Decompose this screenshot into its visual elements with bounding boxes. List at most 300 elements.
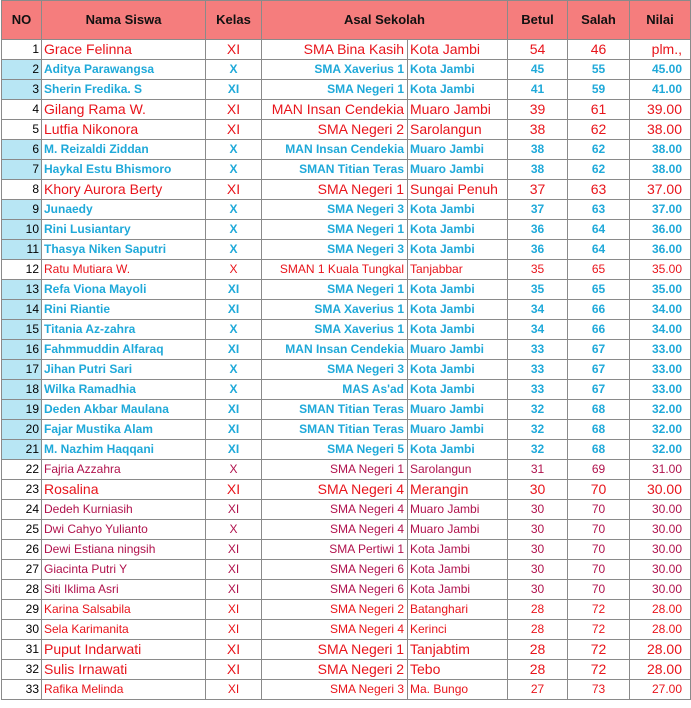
cell-nilai: 38.00 bbox=[630, 120, 691, 140]
header-asal-sekolah: Asal Sekolah bbox=[262, 1, 508, 40]
table-row bbox=[2, 480, 691, 500]
cell-kelas: X bbox=[206, 140, 262, 160]
table-row bbox=[2, 680, 691, 700]
cell-betul: 28 bbox=[508, 660, 568, 680]
cell-kelas: X bbox=[206, 380, 262, 400]
cell-kota: Kota Jambi bbox=[408, 220, 508, 240]
cell-no: 22 bbox=[2, 460, 42, 480]
cell-kelas: X bbox=[206, 60, 262, 80]
table-row bbox=[2, 280, 691, 300]
table-row bbox=[2, 400, 691, 420]
table-row bbox=[2, 380, 691, 400]
cell-salah: 64 bbox=[568, 220, 630, 240]
cell-sekolah: SMA Negeri 1 bbox=[262, 280, 408, 300]
cell-nama-siswa: Sulis Irnawati bbox=[42, 660, 206, 680]
cell-sekolah: SMA Negeri 4 bbox=[262, 500, 408, 520]
cell-salah: 62 bbox=[568, 160, 630, 180]
cell-kota: Ma. Bungo bbox=[408, 680, 508, 700]
cell-salah: 72 bbox=[568, 640, 630, 660]
cell-nilai: 45.00 bbox=[630, 60, 691, 80]
cell-nama-siswa: Aditya Parawangsa bbox=[42, 60, 206, 80]
cell-no: 8 bbox=[2, 180, 42, 200]
header-no: NO bbox=[2, 1, 42, 40]
cell-nilai: 30.00 bbox=[630, 500, 691, 520]
cell-kota: Muaro Jambi bbox=[408, 500, 508, 520]
cell-no: 18 bbox=[2, 380, 42, 400]
cell-betul: 32 bbox=[508, 420, 568, 440]
cell-salah: 64 bbox=[568, 240, 630, 260]
cell-nama-siswa: Grace Felinna bbox=[42, 40, 206, 60]
cell-nama-siswa: Rini Lusiantary bbox=[42, 220, 206, 240]
table-row bbox=[2, 100, 691, 120]
table-row bbox=[2, 260, 691, 280]
cell-salah: 73 bbox=[568, 680, 630, 700]
cell-nilai: 35.00 bbox=[630, 260, 691, 280]
header-kelas: Kelas bbox=[206, 1, 262, 40]
cell-no: 24 bbox=[2, 500, 42, 520]
table-body bbox=[2, 40, 691, 700]
cell-salah: 61 bbox=[568, 100, 630, 120]
cell-no: 21 bbox=[2, 440, 42, 460]
cell-nama-siswa: Sela Karimanita bbox=[42, 620, 206, 640]
cell-salah: 70 bbox=[568, 560, 630, 580]
cell-salah: 72 bbox=[568, 620, 630, 640]
cell-nilai: 39.00 bbox=[630, 100, 691, 120]
cell-no: 30 bbox=[2, 620, 42, 640]
cell-betul: 37 bbox=[508, 200, 568, 220]
cell-betul: 30 bbox=[508, 480, 568, 500]
cell-betul: 34 bbox=[508, 300, 568, 320]
cell-betul: 33 bbox=[508, 340, 568, 360]
cell-nilai: 33.00 bbox=[630, 340, 691, 360]
cell-kota: Kota Jambi bbox=[408, 540, 508, 560]
header-row bbox=[2, 1, 691, 40]
cell-sekolah: SMA Negeri 1 bbox=[262, 220, 408, 240]
cell-betul: 54 bbox=[508, 40, 568, 60]
cell-nilai: 38.00 bbox=[630, 140, 691, 160]
cell-no: 3 bbox=[2, 80, 42, 100]
cell-nilai: plm., bbox=[630, 40, 691, 60]
cell-salah: 62 bbox=[568, 120, 630, 140]
cell-betul: 37 bbox=[508, 180, 568, 200]
cell-salah: 70 bbox=[568, 580, 630, 600]
cell-nama-siswa: Sherin Fredika. S bbox=[42, 80, 206, 100]
cell-no: 31 bbox=[2, 640, 42, 660]
cell-nilai: 33.00 bbox=[630, 360, 691, 380]
cell-salah: 66 bbox=[568, 300, 630, 320]
cell-kota: Sarolangun bbox=[408, 460, 508, 480]
cell-nama-siswa: Fajar Mustika Alam bbox=[42, 420, 206, 440]
cell-kota: Kota Jambi bbox=[408, 360, 508, 380]
cell-salah: 68 bbox=[568, 440, 630, 460]
cell-kelas: XI bbox=[206, 620, 262, 640]
table-row bbox=[2, 460, 691, 480]
cell-salah: 59 bbox=[568, 80, 630, 100]
header-salah: Salah bbox=[568, 1, 630, 40]
cell-sekolah: SMA Negeri 1 bbox=[262, 640, 408, 660]
cell-kelas: XI bbox=[206, 80, 262, 100]
cell-kelas: XI bbox=[206, 580, 262, 600]
cell-no: 6 bbox=[2, 140, 42, 160]
cell-kota: Muaro Jambi bbox=[408, 140, 508, 160]
cell-nilai: 28.00 bbox=[630, 620, 691, 640]
table-row bbox=[2, 520, 691, 540]
cell-salah: 68 bbox=[568, 400, 630, 420]
cell-salah: 65 bbox=[568, 280, 630, 300]
cell-no: 2 bbox=[2, 60, 42, 80]
cell-nilai: 28.00 bbox=[630, 660, 691, 680]
cell-no: 23 bbox=[2, 480, 42, 500]
cell-kelas: X bbox=[206, 160, 262, 180]
results-table bbox=[1, 0, 691, 700]
cell-kota: Merangin bbox=[408, 480, 508, 500]
cell-sekolah: SMA Negeri 1 bbox=[262, 80, 408, 100]
cell-betul: 38 bbox=[508, 140, 568, 160]
cell-kelas: XI bbox=[206, 660, 262, 680]
cell-kota: Kota Jambi bbox=[408, 440, 508, 460]
table-row bbox=[2, 420, 691, 440]
cell-nilai: 28.00 bbox=[630, 600, 691, 620]
table-row bbox=[2, 540, 691, 560]
cell-nama-siswa: M. Reizaldi Ziddan bbox=[42, 140, 206, 160]
cell-betul: 27 bbox=[508, 680, 568, 700]
table-row bbox=[2, 600, 691, 620]
cell-kelas: X bbox=[206, 360, 262, 380]
table-row bbox=[2, 300, 691, 320]
cell-kelas: XI bbox=[206, 400, 262, 420]
cell-betul: 39 bbox=[508, 100, 568, 120]
cell-kelas: XI bbox=[206, 560, 262, 580]
cell-sekolah: SMAN Titian Teras bbox=[262, 160, 408, 180]
cell-kelas: X bbox=[206, 220, 262, 240]
cell-betul: 30 bbox=[508, 500, 568, 520]
cell-kelas: X bbox=[206, 520, 262, 540]
table-row bbox=[2, 180, 691, 200]
cell-sekolah: SMA Negeri 3 bbox=[262, 240, 408, 260]
cell-nama-siswa: Thasya Niken Saputri bbox=[42, 240, 206, 260]
cell-kelas: X bbox=[206, 320, 262, 340]
table-row bbox=[2, 220, 691, 240]
cell-sekolah: SMA Negeri 1 bbox=[262, 460, 408, 480]
cell-betul: 35 bbox=[508, 260, 568, 280]
cell-salah: 70 bbox=[568, 520, 630, 540]
cell-kelas: XI bbox=[206, 500, 262, 520]
cell-salah: 62 bbox=[568, 140, 630, 160]
cell-nama-siswa: Fahmmuddin Alfaraq bbox=[42, 340, 206, 360]
cell-kota: Kota Jambi bbox=[408, 320, 508, 340]
cell-sekolah: SMA Negeri 6 bbox=[262, 580, 408, 600]
cell-no: 33 bbox=[2, 680, 42, 700]
cell-kota: Kota Jambi bbox=[408, 200, 508, 220]
cell-nilai: 30.00 bbox=[630, 520, 691, 540]
table-row bbox=[2, 620, 691, 640]
cell-kota: Kota Jambi bbox=[408, 80, 508, 100]
cell-nilai: 30.00 bbox=[630, 480, 691, 500]
cell-kelas: XI bbox=[206, 300, 262, 320]
table-row bbox=[2, 360, 691, 380]
cell-sekolah: SMA Xaverius 1 bbox=[262, 300, 408, 320]
cell-nilai: 36.00 bbox=[630, 220, 691, 240]
cell-kota: Muaro Jambi bbox=[408, 400, 508, 420]
header-nama-siswa: Nama Siswa bbox=[42, 1, 206, 40]
cell-sekolah: MAN Insan Cendekia bbox=[262, 340, 408, 360]
cell-betul: 32 bbox=[508, 400, 568, 420]
cell-sekolah: MAN Insan Cendekia bbox=[262, 140, 408, 160]
cell-kelas: XI bbox=[206, 440, 262, 460]
table-row bbox=[2, 340, 691, 360]
cell-nilai: 30.00 bbox=[630, 560, 691, 580]
cell-betul: 34 bbox=[508, 320, 568, 340]
cell-betul: 36 bbox=[508, 240, 568, 260]
cell-betul: 36 bbox=[508, 220, 568, 240]
table-row bbox=[2, 640, 691, 660]
cell-nilai: 28.00 bbox=[630, 640, 691, 660]
cell-sekolah: MAN Insan Cendekia bbox=[262, 100, 408, 120]
cell-no: 4 bbox=[2, 100, 42, 120]
cell-kota: Muaro Jambi bbox=[408, 100, 508, 120]
cell-kota: Tanjabtim bbox=[408, 640, 508, 660]
cell-no: 27 bbox=[2, 560, 42, 580]
table-row bbox=[2, 560, 691, 580]
cell-no: 5 bbox=[2, 120, 42, 140]
cell-betul: 38 bbox=[508, 120, 568, 140]
cell-no: 17 bbox=[2, 360, 42, 380]
cell-betul: 41 bbox=[508, 80, 568, 100]
cell-nama-siswa: Titania Az-zahra bbox=[42, 320, 206, 340]
cell-betul: 45 bbox=[508, 60, 568, 80]
cell-sekolah: SMA Xaverius 1 bbox=[262, 320, 408, 340]
table-row bbox=[2, 240, 691, 260]
cell-nama-siswa: Lutfia Nikonora bbox=[42, 120, 206, 140]
cell-betul: 33 bbox=[508, 380, 568, 400]
cell-kota: Kota Jambi bbox=[408, 60, 508, 80]
cell-kelas: XI bbox=[206, 120, 262, 140]
cell-betul: 28 bbox=[508, 600, 568, 620]
cell-kota: Sarolangun bbox=[408, 120, 508, 140]
cell-betul: 28 bbox=[508, 640, 568, 660]
cell-sekolah: SMA Negeri 2 bbox=[262, 600, 408, 620]
cell-nilai: 41.00 bbox=[630, 80, 691, 100]
cell-sekolah: SMA Negeri 5 bbox=[262, 440, 408, 460]
cell-salah: 72 bbox=[568, 660, 630, 680]
cell-no: 13 bbox=[2, 280, 42, 300]
cell-sekolah: SMA Pertiwi 1 bbox=[262, 540, 408, 560]
cell-nama-siswa: Siti Iklima Asri bbox=[42, 580, 206, 600]
cell-nilai: 30.00 bbox=[630, 580, 691, 600]
cell-no: 29 bbox=[2, 600, 42, 620]
cell-kelas: XI bbox=[206, 420, 262, 440]
cell-kelas: X bbox=[206, 460, 262, 480]
cell-no: 15 bbox=[2, 320, 42, 340]
cell-nama-siswa: Fajria Azzahra bbox=[42, 460, 206, 480]
cell-nilai: 30.00 bbox=[630, 540, 691, 560]
cell-nama-siswa: Wilka Ramadhia bbox=[42, 380, 206, 400]
cell-kelas: X bbox=[206, 200, 262, 220]
table-header bbox=[2, 1, 691, 40]
cell-no: 26 bbox=[2, 540, 42, 560]
cell-salah: 67 bbox=[568, 340, 630, 360]
cell-nama-siswa: Haykal Estu Bhismoro bbox=[42, 160, 206, 180]
cell-nama-siswa: Dedeh Kurniasih bbox=[42, 500, 206, 520]
table-row bbox=[2, 160, 691, 180]
cell-sekolah: MAS As'ad bbox=[262, 380, 408, 400]
table-row bbox=[2, 120, 691, 140]
cell-no: 20 bbox=[2, 420, 42, 440]
header-betul: Betul bbox=[508, 1, 568, 40]
cell-salah: 65 bbox=[568, 260, 630, 280]
cell-nilai: 31.00 bbox=[630, 460, 691, 480]
cell-betul: 30 bbox=[508, 540, 568, 560]
cell-kota: Batanghari bbox=[408, 600, 508, 620]
cell-sekolah: SMAN Titian Teras bbox=[262, 420, 408, 440]
cell-kota: Kerinci bbox=[408, 620, 508, 640]
cell-betul: 35 bbox=[508, 280, 568, 300]
table-row bbox=[2, 320, 691, 340]
cell-sekolah: SMA Negeri 6 bbox=[262, 560, 408, 580]
cell-nama-siswa: Rini Riantie bbox=[42, 300, 206, 320]
cell-nama-siswa: Gilang Rama W. bbox=[42, 100, 206, 120]
cell-nilai: 37.00 bbox=[630, 200, 691, 220]
cell-sekolah: SMA Xaverius 1 bbox=[262, 60, 408, 80]
cell-nama-siswa: Rosalina bbox=[42, 480, 206, 500]
cell-nama-siswa: Karina Salsabila bbox=[42, 600, 206, 620]
cell-salah: 69 bbox=[568, 460, 630, 480]
cell-no: 7 bbox=[2, 160, 42, 180]
cell-nama-siswa: Khory Aurora Berty bbox=[42, 180, 206, 200]
cell-kota: Kota Jambi bbox=[408, 560, 508, 580]
table-row bbox=[2, 580, 691, 600]
cell-kelas: XI bbox=[206, 340, 262, 360]
cell-sekolah: SMA Negeri 1 bbox=[262, 180, 408, 200]
cell-salah: 67 bbox=[568, 380, 630, 400]
cell-kota: Muaro Jambi bbox=[408, 420, 508, 440]
cell-salah: 70 bbox=[568, 500, 630, 520]
cell-nama-siswa: Deden Akbar Maulana bbox=[42, 400, 206, 420]
cell-salah: 72 bbox=[568, 600, 630, 620]
cell-sekolah: SMAN 1 Kuala Tungkal bbox=[262, 260, 408, 280]
cell-no: 19 bbox=[2, 400, 42, 420]
cell-nilai: 32.00 bbox=[630, 400, 691, 420]
cell-nama-siswa: Refa Viona Mayoli bbox=[42, 280, 206, 300]
cell-sekolah: SMA Negeri 3 bbox=[262, 680, 408, 700]
cell-betul: 38 bbox=[508, 160, 568, 180]
cell-kota: Sungai Penuh bbox=[408, 180, 508, 200]
cell-betul: 30 bbox=[508, 560, 568, 580]
cell-nilai: 32.00 bbox=[630, 440, 691, 460]
cell-kota: Kota Jambi bbox=[408, 40, 508, 60]
cell-nilai: 33.00 bbox=[630, 380, 691, 400]
cell-betul: 33 bbox=[508, 360, 568, 380]
cell-no: 16 bbox=[2, 340, 42, 360]
cell-nama-siswa: Junaedy bbox=[42, 200, 206, 220]
cell-betul: 31 bbox=[508, 460, 568, 480]
cell-nilai: 34.00 bbox=[630, 320, 691, 340]
cell-betul: 30 bbox=[508, 520, 568, 540]
cell-kota: Kota Jambi bbox=[408, 300, 508, 320]
cell-kota: Tebo bbox=[408, 660, 508, 680]
cell-no: 1 bbox=[2, 40, 42, 60]
cell-nama-siswa: Jihan Putri Sari bbox=[42, 360, 206, 380]
cell-sekolah: SMA Negeri 4 bbox=[262, 520, 408, 540]
cell-kelas: XI bbox=[206, 640, 262, 660]
cell-sekolah: SMA Negeri 3 bbox=[262, 200, 408, 220]
cell-salah: 55 bbox=[568, 60, 630, 80]
cell-kelas: X bbox=[206, 240, 262, 260]
cell-nilai: 38.00 bbox=[630, 160, 691, 180]
cell-sekolah: SMA Bina Kasih bbox=[262, 40, 408, 60]
cell-sekolah: SMAN Titian Teras bbox=[262, 400, 408, 420]
cell-kelas: XI bbox=[206, 680, 262, 700]
cell-nama-siswa: Giacinta Putri Y bbox=[42, 560, 206, 580]
cell-salah: 68 bbox=[568, 420, 630, 440]
cell-salah: 70 bbox=[568, 480, 630, 500]
cell-nama-siswa: Rafika Melinda bbox=[42, 680, 206, 700]
table-row bbox=[2, 440, 691, 460]
table-row bbox=[2, 60, 691, 80]
header-nilai: Nilai bbox=[630, 1, 691, 40]
cell-nilai: 37.00 bbox=[630, 180, 691, 200]
cell-sekolah: SMA Negeri 2 bbox=[262, 660, 408, 680]
cell-kelas: XI bbox=[206, 280, 262, 300]
cell-salah: 46 bbox=[568, 40, 630, 60]
cell-kota: Muaro Jambi bbox=[408, 160, 508, 180]
cell-betul: 32 bbox=[508, 440, 568, 460]
cell-kota: Kota Jambi bbox=[408, 380, 508, 400]
cell-kelas: XI bbox=[206, 40, 262, 60]
cell-nilai: 36.00 bbox=[630, 240, 691, 260]
table-row bbox=[2, 80, 691, 100]
cell-nilai: 35.00 bbox=[630, 280, 691, 300]
cell-no: 12 bbox=[2, 260, 42, 280]
cell-kota: Muaro Jambi bbox=[408, 520, 508, 540]
cell-betul: 30 bbox=[508, 580, 568, 600]
cell-sekolah: SMA Negeri 3 bbox=[262, 360, 408, 380]
cell-nama-siswa: Puput Indarwati bbox=[42, 640, 206, 660]
cell-kelas: XI bbox=[206, 600, 262, 620]
cell-salah: 63 bbox=[568, 200, 630, 220]
cell-kelas: X bbox=[206, 260, 262, 280]
cell-sekolah: SMA Negeri 4 bbox=[262, 480, 408, 500]
cell-kota: Kota Jambi bbox=[408, 240, 508, 260]
cell-salah: 67 bbox=[568, 360, 630, 380]
cell-nilai: 32.00 bbox=[630, 420, 691, 440]
cell-no: 14 bbox=[2, 300, 42, 320]
cell-sekolah: SMA Negeri 4 bbox=[262, 620, 408, 640]
cell-nama-siswa: Dewi Estiana ningsih bbox=[42, 540, 206, 560]
table-row bbox=[2, 500, 691, 520]
cell-no: 32 bbox=[2, 660, 42, 680]
cell-nama-siswa: Ratu Mutiara W. bbox=[42, 260, 206, 280]
table-row bbox=[2, 140, 691, 160]
cell-kelas: XI bbox=[206, 100, 262, 120]
cell-nilai: 27.00 bbox=[630, 680, 691, 700]
cell-salah: 70 bbox=[568, 540, 630, 560]
cell-no: 11 bbox=[2, 240, 42, 260]
table-row bbox=[2, 660, 691, 680]
cell-kelas: XI bbox=[206, 540, 262, 560]
cell-kelas: XI bbox=[206, 180, 262, 200]
table-row bbox=[2, 40, 691, 60]
cell-kelas: XI bbox=[206, 480, 262, 500]
cell-nilai: 34.00 bbox=[630, 300, 691, 320]
cell-betul: 28 bbox=[508, 620, 568, 640]
cell-nama-siswa: M. Nazhim Haqqani bbox=[42, 440, 206, 460]
cell-kota: Kota Jambi bbox=[408, 580, 508, 600]
cell-no: 28 bbox=[2, 580, 42, 600]
cell-no: 9 bbox=[2, 200, 42, 220]
cell-no: 10 bbox=[2, 220, 42, 240]
cell-nama-siswa: Dwi Cahyo Yulianto bbox=[42, 520, 206, 540]
